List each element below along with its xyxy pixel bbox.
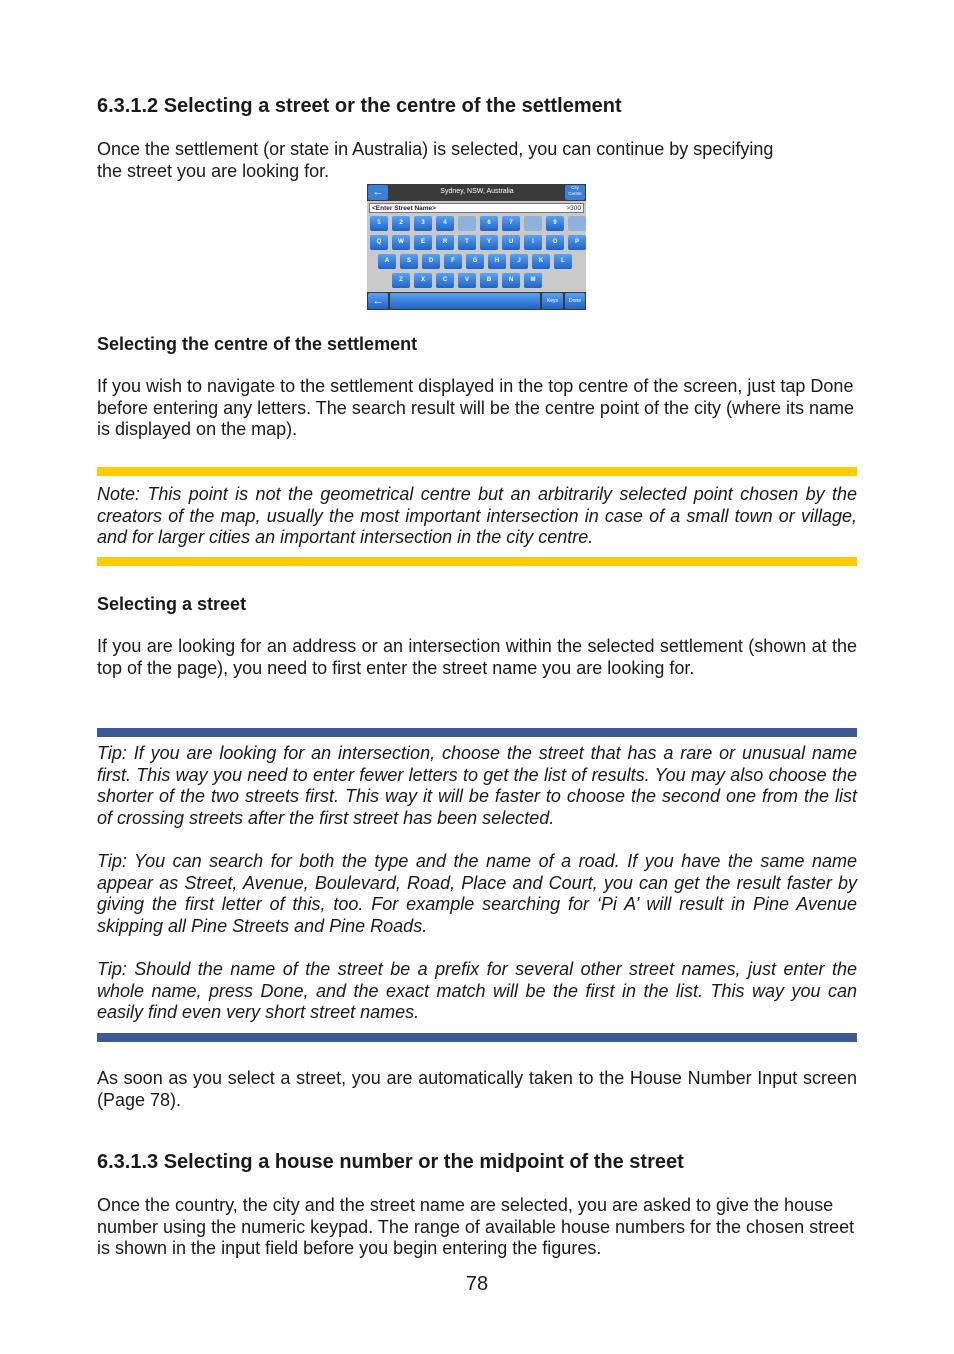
key-b: B [480,273,498,288]
key-d: D [422,254,440,269]
result-count: >300 [566,205,581,212]
key-t: T [458,235,476,250]
intro-line-1: Once the settlement (or state in Australia) is selected, you can continue by specifying [97,139,774,159]
note-bottom-rule [97,557,857,566]
key-9: 9 [546,216,564,231]
street-heading: Selecting a street [97,594,247,614]
done-button: Done [565,293,585,309]
key-w: W [392,235,410,250]
street-input-screenshot [367,184,586,310]
tip-2: Tip: You can search for both the type and the name of a road. If you have the same name appear as Street, Avenue, Boulevard, Road, Place and Court, you can get the result faster by giving the first letter of this, too. For example searching for ‘Pi A’ will result in Pine Avenue skipping all Pine Streets and Pine Roads. [97,851,857,936]
screenshot-top-bar [367,184,586,201]
city-centre-label-1: City [571,185,579,190]
key-3: 3 [414,216,432,231]
settlement-title: Sydney, NSW, Australia [440,188,514,195]
key-h: H [488,254,506,269]
key-z: Z [392,273,410,288]
key-n: N [502,273,520,288]
city-centre-label-2: Centre [568,191,582,196]
key-7: 7 [502,216,520,231]
backspace-button [368,293,388,309]
keys-button: Keys [542,293,563,309]
key-1: 1 [370,216,388,231]
key-4: 4 [436,216,454,231]
backspace-icon: ← [372,295,384,307]
section-6-3-1-3-body: Once the country, the city and the street name are selected, you are asked to give the house number using the numeric keypad. The range of available house numbers for the chosen street is shown in the input field before you begin entering the figures. [97,1195,855,1259]
key-l: L [554,254,572,269]
key-0 [568,216,586,231]
street-name-field [369,203,584,213]
intro-paragraph [97,139,857,182]
back-arrow-icon: ← [372,186,384,198]
key-2: 2 [392,216,410,231]
intro-line-2: the street you are looking for. [97,160,330,181]
back-button [368,185,388,200]
key-y: Y [480,235,498,250]
note-top-rule [97,467,857,476]
key-r: R [436,235,454,250]
key-j: J [510,254,528,269]
key-o: O [546,235,564,250]
centre-body: If you wish to navigate to the settlement displayed in the top centre of the screen, just tap Done before entering any letters. The search result will be the centre point of the city (where its name is displayed on the map). [97,376,855,440]
street-name-placeholder: <Enter Street Name> [372,205,436,212]
space-bar [390,293,540,309]
key-q: Q [370,235,388,250]
centre-heading: Selecting the centre of the settlement [97,334,418,354]
key-p: P [568,235,586,250]
key-5 [458,216,476,231]
street-body: If you are looking for an address or an intersection within the selected settlement (shown at the top of the page), you need to first enter the street name you are looking for. [97,636,857,678]
city-centre-button [565,185,585,200]
key-k: K [532,254,550,269]
key-m: M [524,273,542,288]
key-u: U [502,235,520,250]
key-e: E [414,235,432,250]
key-s: S [400,254,418,269]
page-number: 78 [465,1273,489,1295]
section-heading-6-3-1-3: 6.3.1.3 Selecting a house number or the midpoint of the street [97,1151,684,1173]
key-8 [524,216,542,231]
tip-3: Tip: Should the name of the street be a prefix for several other street names, just enter the whole name, press Done, and the exact match will be the first in the list. This way you can easily find even very short street names. [97,959,857,1023]
tips-top-rule [97,728,857,737]
after-tips-body: As soon as you select a street, you are automatically taken to the House Number Input screen (Page 78). [97,1068,857,1110]
key-i: I [524,235,542,250]
tips-bottom-rule [97,1033,857,1042]
key-6: 6 [480,216,498,231]
screenshot-bottom-bar [367,292,586,310]
note-text: Note: This point is not the geometrical centre but an arbitrarily selected point chosen by the creators of the map, usually the most important intersection in case of a small town or village, and for larger cities an important intersection in the city centre. [97,484,857,548]
key-v: V [458,273,476,288]
key-c: C [436,273,454,288]
key-g: G [466,254,484,269]
key-f: F [444,254,462,269]
section-heading-6-3-1-2: 6.3.1.2 Selecting a street or the centre of the settlement [97,95,622,117]
key-x: X [414,273,432,288]
key-a: A [378,254,396,269]
tip-1: Tip: If you are looking for an intersection, choose the street that has a rare or unusual name first. This way you need to enter fewer letters to get the list of results. You may also choose the shorter of the two streets first. This way it will be faster to choose the second one from the list of crossing streets after the first street has been selected. [97,743,857,828]
